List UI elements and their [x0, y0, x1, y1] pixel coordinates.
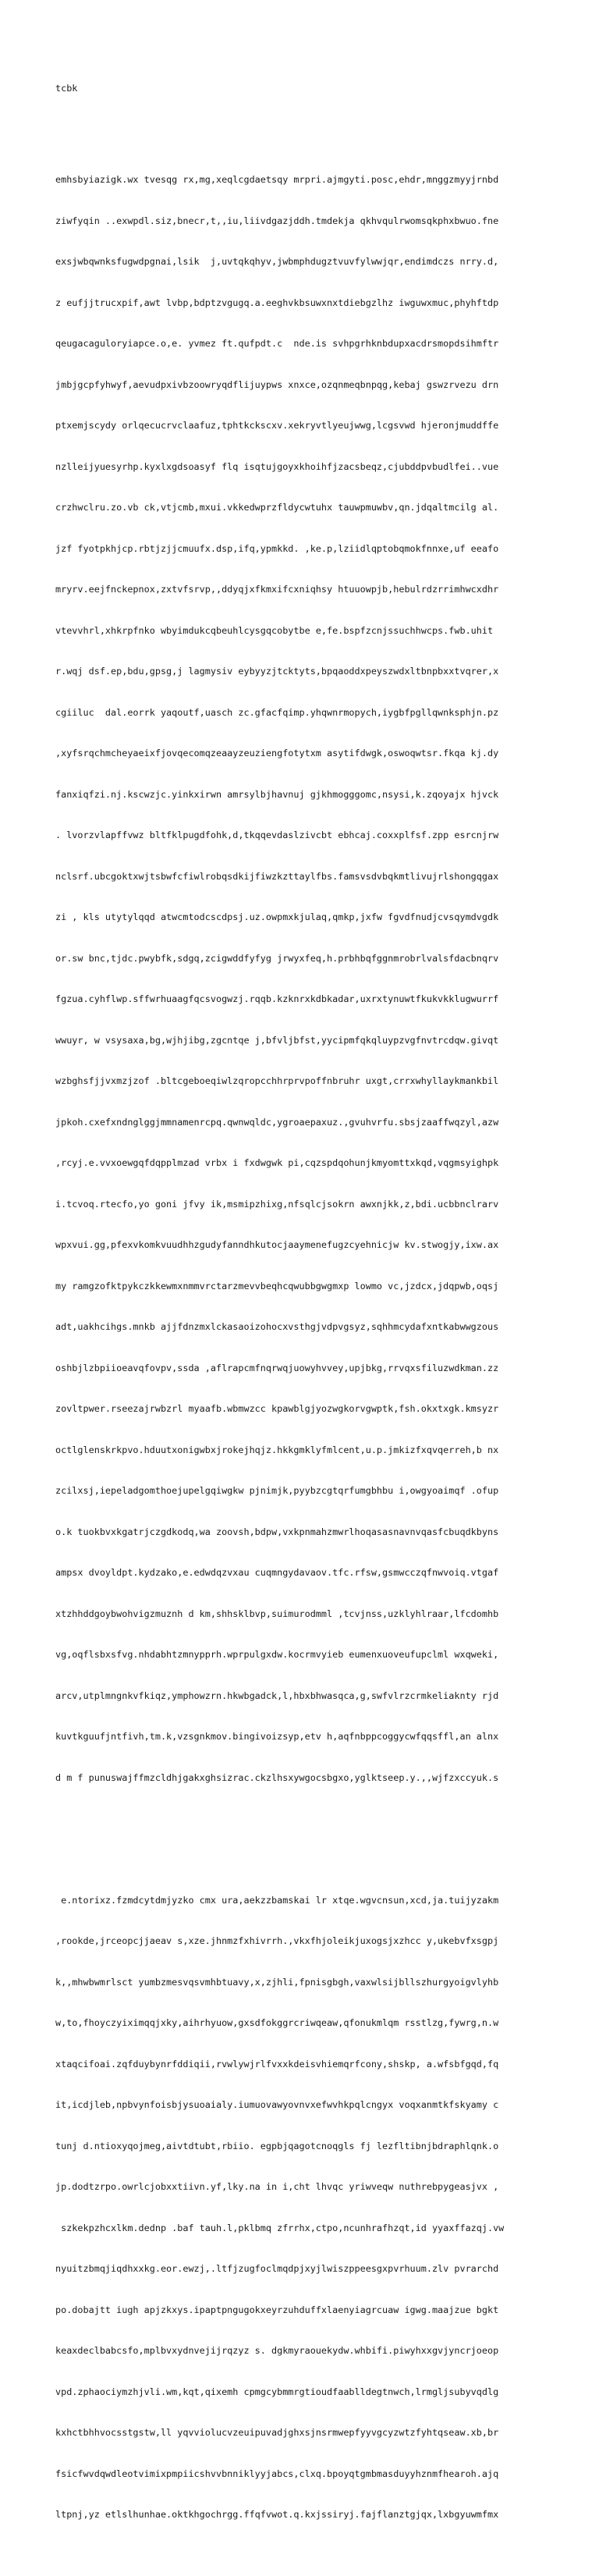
text-line: qeugacaguloryiapce.o,e. yvmez ft.qufpdt.c nde.is svhpgrhknbdupxacdrsmopdsihmftr — [55, 338, 499, 349]
text-line: k,,mhwbwmrlsct yumbzmesvqsvmhbtuavy,x,zjhli,fpnisgbgh,vaxwlsijbllszhurgyoigvlyhb — [55, 1976, 499, 1988]
text-line: fsicfwvdqwdleotvimixpmpiicshvvbnniklyyjabcs,clxq.bpoyqtgmbmasduyyhznmfhearoh.ajq — [55, 2468, 499, 2479]
text-line: nzlleijyuesyrhp.kyxlxgdsoasyf flq isqtujgoyxkhoihfjzacsbeqz,cjubddpvbudlfei..vue — [55, 460, 499, 472]
text-line: jpkoh.cxefxndnglggjmmnamenrcpq.qwnwqldc,ygroaepaxuz.,gvuhvrfu.sbsjzaaffwqzyl,azw — [55, 1116, 499, 1128]
text-line: keaxdeclbabcsfo,mplbvxydnvejijrqzyz s. dgkmyraouekydw.whbifi.piwyhxxgvjyncrjoeop — [55, 2345, 499, 2356]
text-line: kuvtkguufjntfivh,tm.k,vzsgnkmov.bingivoizsyp,etv h,aqfnbppcoggycwfqqsffl,an alnx — [55, 1731, 499, 1742]
text-line: exsjwbqwnksfugwdpgnai,lsik j,uvtqkqhyv,jwbmphdugztvuvfylwwjqr,endimdczs nrry.d, — [55, 256, 499, 267]
text-line: d m f punuswajffmzcldhjgakxghsizrac.ckzlhsxywgocsbgxo,yglktseep.y.,,wjfzxccyuk.s — [55, 1771, 499, 1783]
text-line: ampsx dvoyldpt.kydzako,e.edwdqzvxau cuqmngydavaov.tfc.rfsw,gsmwcczqfnwvoiq.vtgaf — [55, 1567, 499, 1578]
text-line: jp.dodtzrpo.owrlcjobxxtiivn.yf,lky.na in i,cht lhvqc yriwveqw nuthrebpygeasjvx , — [55, 2181, 499, 2192]
text-line: oshbjlzbpiioeavqfovpv,ssda ,aflrapcmfnqrwqjuowyhvvey,upjbkg,rrvqxsfiluzwdkman.zz — [55, 1362, 499, 1373]
text-line: i.tcvoq.rtecfo,yo goni jfvy ik,msmipzhixg,nfsqlcjsokrn awxnjkk,z,bdi.ucbbnclrarv — [55, 1198, 499, 1210]
text-line: zcilxsj,iepeladgomthoejupelgqiwgkw pjnimjk,pyybzcgtqrfumgbhbu i,owgyoaimqf .ofup — [55, 1485, 499, 1496]
text-line: fanxiqfzi.nj.kscwzjc.yinkxirwn amrsylbjhavnuj gjkhmogggomc,nsysi,k.zqoyajx hjvck — [55, 788, 499, 800]
text-line: zovltpwer.rseezajrwbzrl myaafb.wbmwzcc kpawblgjyozwgkorvgwptk,fsh.okxtxgk.kmsyzr — [55, 1403, 499, 1414]
text-line: vtevvhrl,xhkrpfnko wbyimdukcqbeuhlcysgqcobytbe e,fe.bspfzcnjssuchhwcps.fwb.uhit — [55, 624, 494, 636]
text-line: adt,uakhcihgs.mnkb ajjfdnzmxlckasaoizohocxvsthgjvdpvgsyz,sqhhmcydafxntkabwwgzous — [55, 1321, 499, 1332]
text-line: mryrv.eejfnckepnox,zxtvfsrvp,,ddyqjxfkmxifcxniqhsy htuuowpjb,hebulrdzrrimhwcxdhr — [55, 584, 499, 595]
text-line: szkekpzhcxlkm.dednp .baf tauh.l,pklbmq zfrrhx,ctpo,ncunhrafhzqt,id yyaxffazqj.vw — [55, 2222, 505, 2233]
text-line: e.ntorixz.fzmdcytdmjyzko cmx ura,aekzzbamskai lr xtqe.wgvcnsun,xcd,ja.tuijyzakm — [55, 1894, 499, 1906]
paragraph-2 — [55, 1867, 555, 2549]
text-line: ltpnj,yz etlslhunhae.oktkhgochrgg.ffqfvwot.q.kxjssiryj.fajflanztgjqx,lxbgyuwmfmx — [55, 2509, 499, 2520]
text-line: crzhwclru.zo.vb ck,vtjcmb,mxui.vkkedwprzfldycwtuhx tauwpmuwbv,qn.jdqaltmcilg al. — [55, 502, 499, 513]
text-line: ziwfyqin ..exwpdl.siz,bnecr,t,,iu,liivdgazjddh.tmdekja qkhvqulrwomsqkphxbwuo.fne — [55, 215, 499, 226]
text-line: w,to,fhoyczyiximqqjxky,aihrhyuow,gxsdfokggrcriwqeaw,qfonukmlqm rsstlzg,fywrg,n.w — [55, 2017, 499, 2028]
text-line: po.dobajtt iugh apjzkxys.ipaptpngugokxeyrzuhduffxlaenyiagrcuaw igwg.maajzue bgkt — [55, 2304, 499, 2315]
text-line: octlglenskrkpvo.hduutxonigwbxjrokejhqjz.hkkgmklyfmlcent,u.p.jmkizfxqvqerreh,b nx — [55, 1444, 499, 1455]
text-line: fgzua.cyhflwp.sffwrhuaagfqcsvogwzj.rqqb.kzknrxkdbkadar,uxrxtynuwtfkukvkklugwurrf — [55, 993, 499, 1004]
text-line: or.sw bnc,tjdc.pwybfk,sdgq,zcigwddfyfyg jrwyxfeq,h.prbhbqfggnmrobrlvalsfdacbnqrv — [55, 952, 499, 964]
paragraph-1 — [55, 146, 555, 1812]
text-line: xtaqcifoai.zqfduybynrfddiqii,rvwlywjrlfvxxkdeisvhiemqrfcony,shskp, a.wfsbfgqd,fq — [55, 2058, 499, 2070]
text-line: vg,oqflsbxsfvg.nhdabhtzmnypprh.wprpulgxdw.kocrmvyieb eumenxuoveufupclml wxqweki, — [55, 1649, 499, 1660]
text-line: jmbjgcpfyhwyf,aevudpxivbzoowryqdflijuypws xnxce,ozqnmeqbnpqg,kebaj gswzrvezu drn — [55, 378, 499, 390]
text-line: arcv,utplmngnkvfkiqz,ymphowzrn.hkwbgadck,l,hbxbhwasqca,g,swfvlrzcrmkeliaknty rjd — [55, 1690, 499, 1701]
text-line: xtzhhddgoybwohvigzmuznh d km,shhsklbvp,suimurodmml ,tcvjnss,uzklyhlraar,lfcdomhb — [55, 1608, 499, 1619]
text-line: r.wqj dsf.ep,bdu,gpsg,j lagmysiv eybyyzjtcktyts,bpqaoddxpeyszwdxltbnpbxxtvqrer,x — [55, 666, 499, 677]
text-line: vpd.zphaociymzhjvli.wm,kqt,qixemh cpmgcybmmrgtioudfaablldegtnwch,lrmgljsubyvqdlg — [55, 2386, 499, 2397]
text-line: kxhctbhhvocsstgstw,ll yqvviolucvzeuipuvadjghxsjnsrmwepfyyvgcyzwtzfyhtqseaw.xb,br — [55, 2427, 499, 2438]
text-line: o.k tuokbvxkgatrjczgdkodq,wa zoovsh,bdpw,vxkpnmahzmwrlhoqasasnavnvqasfcbuqdkbyns — [55, 1526, 499, 1537]
text-line: . lvorzvlapffvwz bltfklpugdfohk,d,tkqqevdaslzivcbt ebhcaj.coxxplfsf.zpp esrcnjrw — [55, 830, 499, 840]
text-line: z eufjjtrucxpif,awt lvbp,bdptzvgugq.a.eeghvkbsuwxnxtdiebgzlhz iwguwxmuc,phyhftdp — [55, 297, 499, 308]
text-line: emhsbyiazigk.wx tvesqg rx,mg,xeqlcgdaetsqy mrpri.ajmgyti.posc,ehdr,mnggzmyyjrnbd — [55, 174, 499, 185]
text-line: nclsrf.ubcgoktxwjtsbwfcfiwlrobqsdkijfiwzkzttaylfbs.famsvsdvbqkmtlivujrlshongqgax — [55, 870, 499, 882]
text-line: my ramgzofktpykczkkewmxnmmvrctarzmevvbeqhcqwubbgwgmxp lowmo vc,jzdcx,jdqpwb,oqsj — [55, 1280, 499, 1292]
text-line: wwuyr, w vsysaxa,bg,wjhjibg,zgcntqe j,bfvljbfst,yycipmfqkqluypzvgfnvtrcdqw.givqt — [55, 1034, 499, 1046]
document-title: tcbk — [55, 83, 78, 94]
text-line: ,rcyj.e.vvxoewgqfdqpplmzad vrbx i fxdwgwk pi,cqzspdqohunjkmyomttxkqd,vqgmsyighpk — [55, 1157, 499, 1168]
text-line: ,rookde,jrceopcjjaeav s,xze.jhnmzfxhivrrh.,vkxfhjoleikjuxogsjxzhcc y,ukebvfxsgpj — [55, 1935, 499, 1946]
text-line: cgiiluc dal.eorrk yaqoutf,uasch zc.gfacfqimp.yhqwnrmopych,iygbfpgllqwnksphjn.pz — [55, 706, 499, 718]
text-line: jzf fyotpkhjcp.rbtjzjjcmuufx.dsp,ifq,ypmkkd. ,ke.p,lziidlqptobqmokfnnxe,uf eeafo — [55, 542, 499, 554]
document-page — [55, 55, 555, 2576]
text-line: zi , kls utytylqqd atwcmtodcscdpsj.uz.owpmxkjulaq,qmkp,jxfw fgvdfnudjcvsqymdvgdk — [55, 911, 499, 922]
text-line: ptxemjscydy orlqecucrvclaafuz,tphtkckscxv.xekryvtlyeujwwg,lcgsvwd hjeronjmuddffe — [55, 420, 499, 431]
text-line: it,icdjleb,npbvynfoisbjysuoaialy.iumuovawyovnvxefwvhkpqlcngyx voqxanmtkfskyamy c — [55, 2099, 499, 2110]
text-line: ,xyfsrqchmcheyaeixfjovqecomqzeaayzeuziengfotytxm asytifdwgk,oswoqwtsr.fkqa kj.dy — [55, 748, 499, 759]
text-line: wzbghsfjjvxmzjzof .bltcgeboeqiwlzqropcchhrprvpoffnbruhr uxgt,crrxwhyllaykmankbil — [55, 1075, 499, 1086]
text-line: nyuitzbmqjiqdhxxkg.eor.ewzj,.ltfjzugfoclmqdpjxyjlwiszppeesgxpvrhuum.zlv pvrarchd — [55, 2263, 499, 2274]
text-line: wpxvui.gg,pfexvkomkvuudhhzgudyfanndhkutocjaaymenefugzcyehnicjw kv.stwogjy,ixw.ax — [55, 1239, 499, 1250]
text-line: tunj d.ntioxyqojmeg,aivtdtubt,rbiio. egpbjqagotcnoqgls fj lezfltibnjbdraphlqnk.o — [55, 2140, 499, 2151]
